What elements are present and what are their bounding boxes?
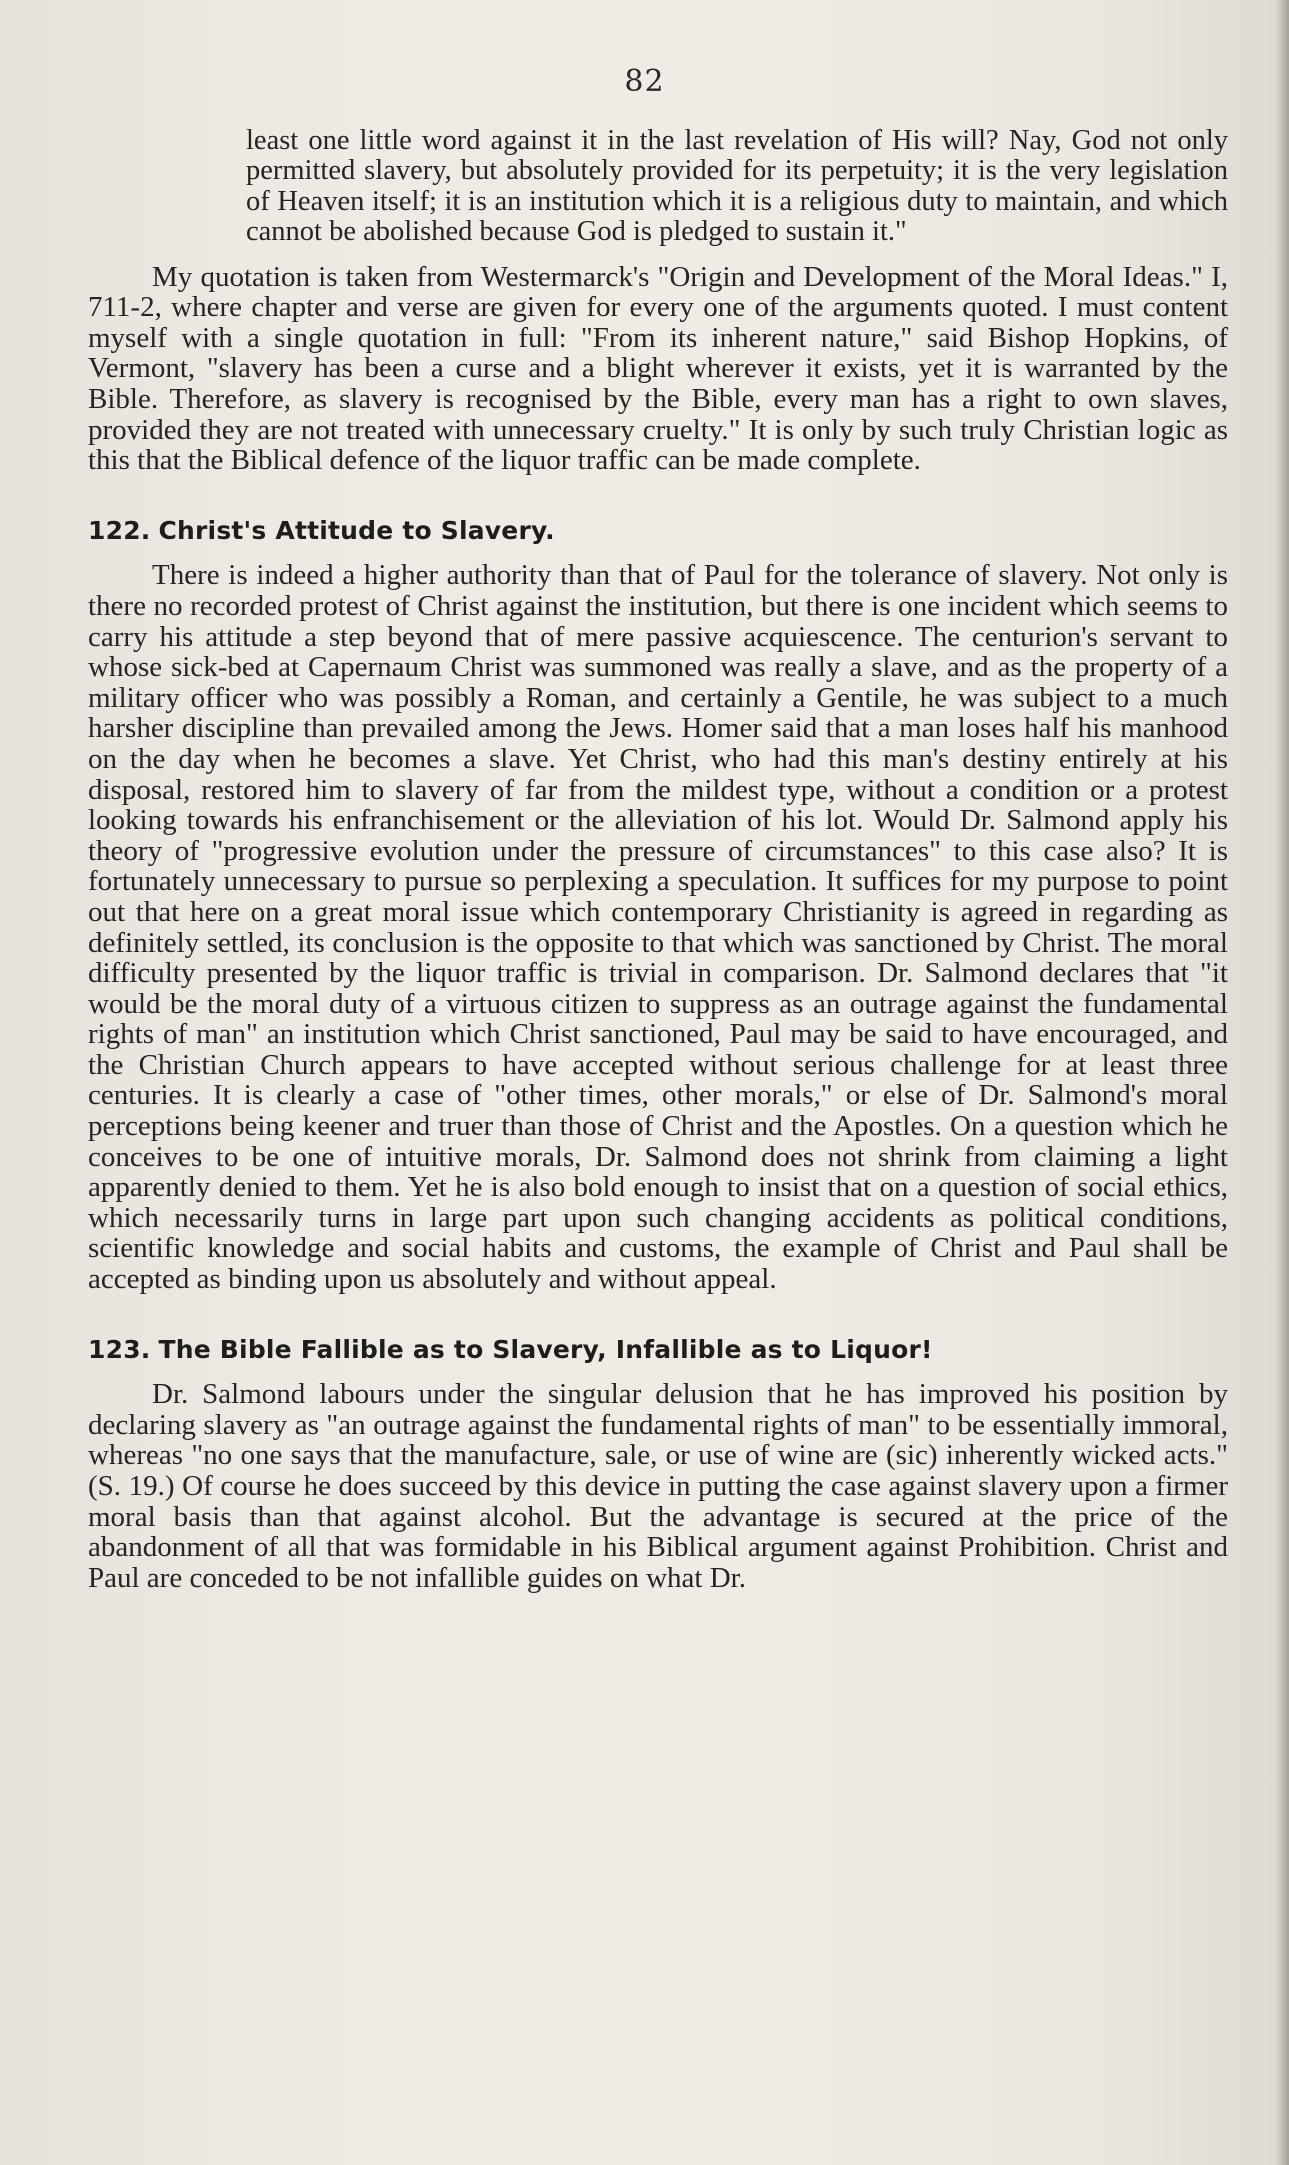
paragraph-section-122: There is indeed a higher authority than that of Paul for the tolerance of slavery. Not only is there no recorded protest of Christ against the institution, but there is one incident which seems to carry his attitude a step beyond that of mere passive acquiescence. The centurion's servant to whose sick-bed at Capernaum Christ was summoned was really a slave, and as the property of a military officer who was possibly a Roman, and certainly a Gentile, he was subject to a much harsher discipline than prevailed among the Jews. Homer said that a man loses half his manhood on the day when he becomes a slave. Yet Christ, who had this man's destiny entirely at his disposal, restored him to slavery of far from the mildest type, without a condition or a protest looking towards his enfranchisement or the alleviation of his lot. Would Dr. Salmond apply his theory of "progressive evolution under the pressure of circumstances" to this case also? It is fortunately unnecessary to pursue so perplexing a speculation. It suffices for my purpose to point out that here on a great moral issue which contemporary Christianity is agreed in regarding as definitely settled, its conclusion is the opposite to that which was sanctioned by Christ. The moral difficulty presented by the liquor traffic is trivial in comparison. Dr. Salmond declares that "it would be the moral duty of a virtuous citizen to suppress as an outrage against the fundamental rights of man" an institution which Christ sanctioned, Paul may be said to have encouraged, and the Christian Church appears to have accepted without serious challenge for at least three centuries. It is clearly a case of "other times, other morals," or else of Dr. Salmond's moral perceptions being keener and truer than those of Christ and the Apostles. On a question which he conceives to be one of intuitive morals, Dr. Salmond does not shrink from claiming a light apparently denied to them. Yet he is also bold enough to insist that on a question of social ethics, which necessarily turns in large part upon such changing accidents as political conditions, scientific knowledge and social habits and customs, the example of Christ and Paul shall be accepted as binding upon us absolutely and without appeal.: [88, 559, 1228, 1296]
paragraph-source-citation: My quotation is taken from Westermarck's "Origin and Development of the Moral Ideas." I, 711-2, where chapter and verse are given for every one of the arguments quoted. I must content myself with a single quotation in full: "From its inherent nature," said Bishop Hopkins, of Vermont, "slavery has been a curse and a blight wherever it exists, yet it is warranted by the Bible. Therefore, as slavery is recognised by the Bible, every man has a right to own slaves, provided they are not treated with unnecessary cruelty." It is only by such truly Christian logic as this that the Biblical defence of the liquor traffic can be made complete.: [88, 260, 1228, 477]
paragraph-section-123: Dr. Salmond labours under the singular delusion that he has improved his position by declaring slavery as "an outrage against the fundamental rights of man" to be essentially immoral, whereas "no one says that the manufacture, sale, or use of wine are (sic) inherently wicked acts." (S. 19.) Of course he does succeed by this device in putting the case against slavery upon a firmer moral basis than that against alcohol. But the advantage is secured at the price of the abandonment of all that was formidable in his Biblical argument against Prohibition. Christ and Paul are conceded to be not infallible guides on what Dr.: [88, 1378, 1228, 1594]
section-heading-123: [88, 1335, 1228, 1366]
page-number: 82: [624, 64, 665, 99]
section-title-122: Christ's Attitude to Slavery.: [158, 515, 555, 545]
section-heading-122: [88, 516, 1228, 547]
section-number-122: 122.: [88, 515, 151, 545]
page-edge-shadow: [1275, 0, 1289, 2165]
quote-continuation: least one little word against it in the last revelation of His will? Nay, God not only permitted slavery, but absolutely provided for its perpetuity; it is the very legislation of Heaven itself; it is an institution which it is a religious duty to maintain, and which cannot be abolished because God is pledged to sustain it.": [246, 125, 1228, 248]
section-number-123: 123.: [88, 1334, 151, 1364]
section-title-123: The Bible Fallible as to Slavery, Infallible as to Liquor!: [158, 1334, 933, 1364]
page-body: [88, 126, 1228, 1593]
